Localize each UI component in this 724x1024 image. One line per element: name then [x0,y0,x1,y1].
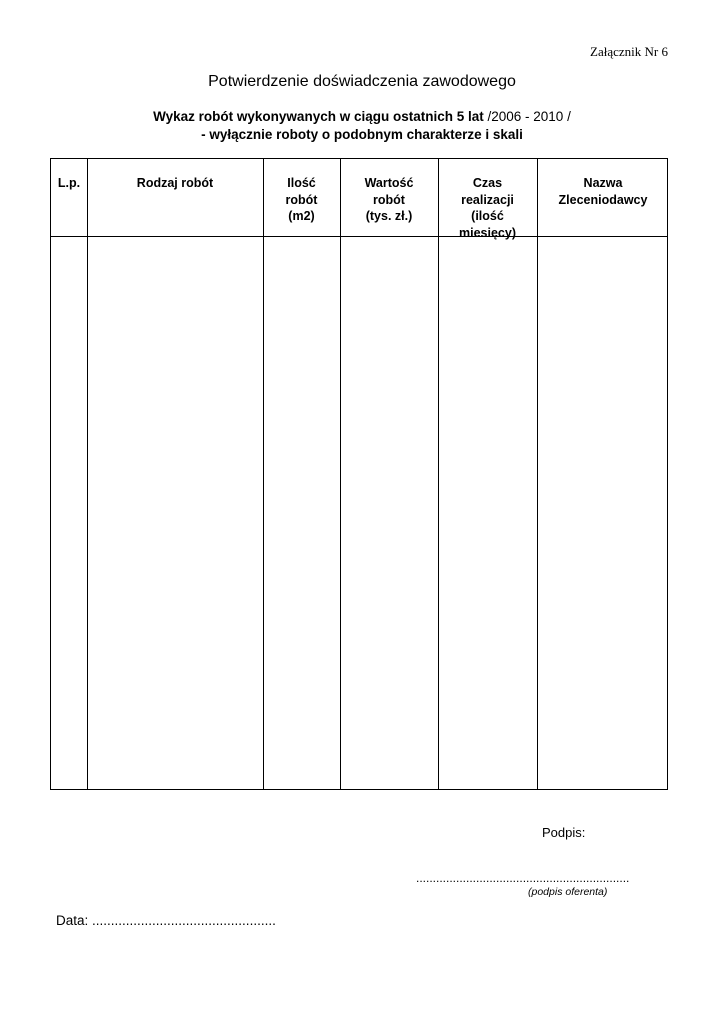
date-field [56,913,276,928]
date-dots: ................................................. [88,913,276,928]
header-ilosc-robot: Ilość robót (m2) [285,176,318,223]
subtitle-line-2: - wyłącznie roboty o podobnym charakterze i skali [201,127,523,142]
signature-line: ................................................................ [416,871,630,885]
document-title: Potwierdzenie doświadczenia zawodowego [208,73,516,90]
date-label: Data: [56,913,89,928]
header-nazwa-zleceniodawcy: Nazwa Zleceniodawcy [558,176,648,207]
column-divider [87,159,88,789]
signature-label: Podpis: [542,825,586,840]
works-table [50,158,668,790]
column-divider [340,159,341,789]
attachment-number: Załącznik Nr 6 [590,44,668,59]
header-lp: L.p. [57,176,81,190]
header-rodzaj-robot: Rodzaj robót [136,176,214,190]
header-czas-realizacji: Czas realizacji (ilość miesięcy) [459,176,516,240]
column-divider [537,159,538,789]
signature-caption: (podpis oferenta) [528,886,608,898]
subtitle-bold-part: Wykaz robót wykonywanych w ciągu ostatnich 5 lat [153,109,484,124]
column-divider [263,159,264,789]
subtitle-years: /2006 - 2010 / [483,109,571,124]
column-divider [438,159,439,789]
document-subtitle [0,108,724,144]
header-wartosc-robot: Wartość robót (tys. zł.) [364,176,414,223]
subtitle-line-1 [0,108,724,126]
